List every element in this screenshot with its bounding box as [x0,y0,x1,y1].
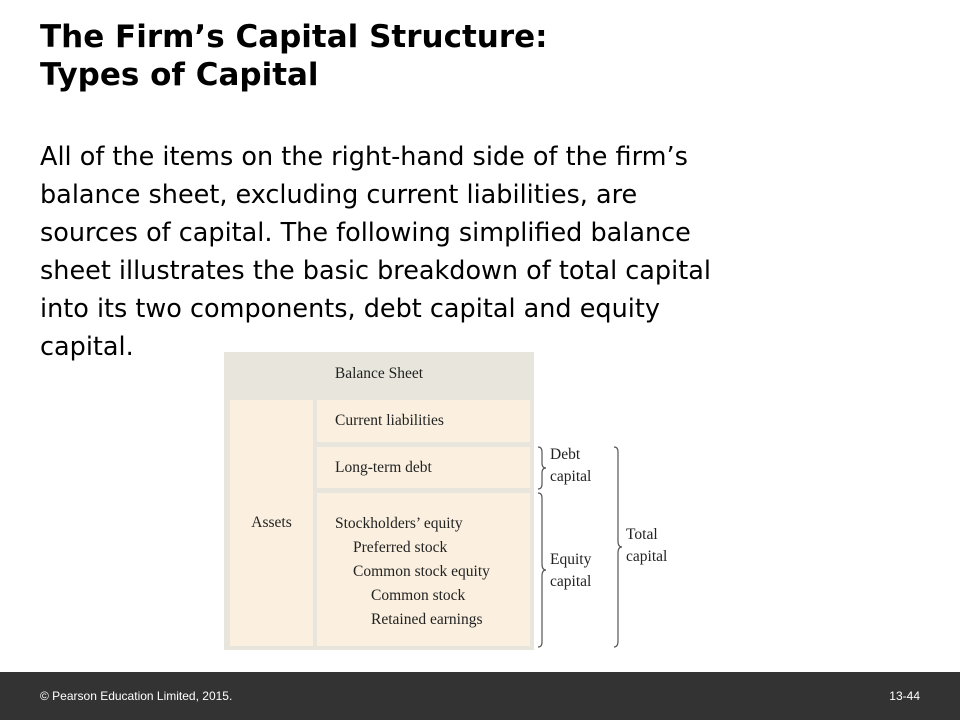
slide-number: 13-44 [889,689,920,703]
balance-sheet-figure [224,352,668,650]
total-capital-label-line-1: Total [626,526,658,543]
current-liabilities-cell: Current liabilities [317,400,530,442]
equity-item-common-equity: Common stock equity [353,563,490,580]
assets-cell: Assets [230,400,313,646]
balance-sheet-header: Balance Sheet [224,352,534,396]
equity-capital-brace [536,492,548,648]
equity-capital-label-line-1: Equity [550,551,592,568]
equity-cell [317,493,530,646]
title-line-2: Types of Capital [40,57,319,93]
title-line-1: The Firm’s Capital Structure: [40,19,548,55]
debt-capital-label-line-1: Debt [550,446,581,463]
body-paragraph [40,138,920,366]
body-line-6: capital. [40,332,134,362]
total-capital-label-line-2: capital [626,548,668,565]
equity-capital-label-line-2: capital [550,573,592,590]
body-line-1: All of the items on the right-hand side of the firm’s [40,142,688,172]
body-line-2: balance sheet, excluding current liabilities, are [40,180,638,210]
long-term-debt-cell: Long-term debt [317,447,530,488]
equity-item-common-stock: Common stock [371,587,466,604]
equity-item-preferred: Preferred stock [353,539,448,556]
body-line-4: sheet illustrates the basic breakdown of total capital [40,256,711,286]
slide-title [40,18,920,94]
total-capital-label [626,524,667,568]
debt-capital-label-line-2: capital [550,468,592,485]
footer-bar [0,672,960,720]
total-capital-brace [612,446,624,648]
body-line-5: into its two components, debt capital and equity [40,294,660,324]
equity-item-retained-earnings: Retained earnings [371,611,483,628]
debt-capital-label [550,444,591,488]
copyright-text: © Pearson Education Limited, 2015. [40,689,233,703]
debt-capital-brace [536,446,548,490]
body-line-3: sources of capital. The following simplified balance [40,218,691,248]
equity-capital-label [550,549,591,593]
equity-item-stockholders: Stockholders’ equity [335,515,463,532]
